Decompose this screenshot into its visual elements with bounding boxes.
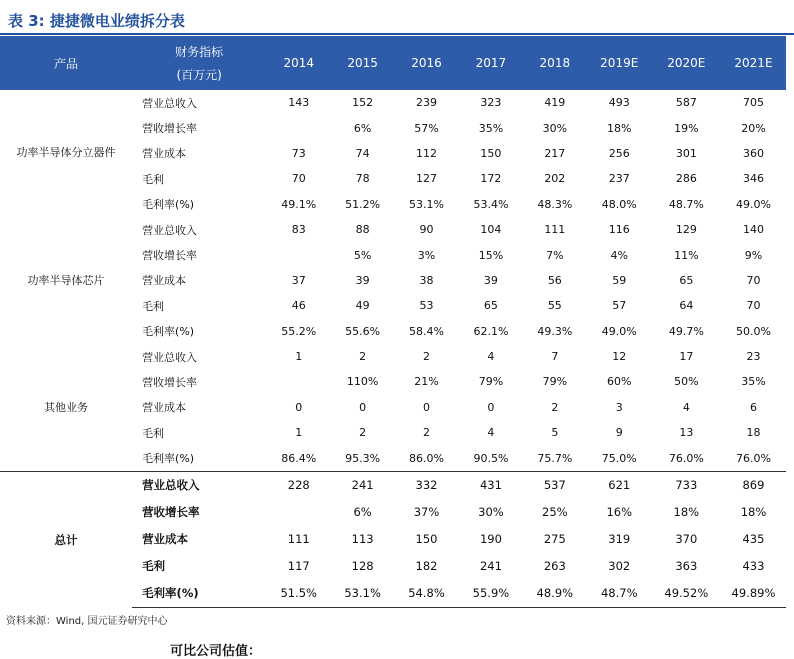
value-cell: 113 (351, 532, 374, 547)
value-cell: 30% (478, 505, 504, 520)
value-cell: 83 (291, 223, 306, 237)
value-cell: 70 (746, 273, 761, 287)
value-cell: 116 (608, 223, 630, 237)
value-cell: 53.1% (409, 197, 444, 211)
value-cell: 19% (674, 121, 699, 135)
header-year: 2019E (587, 36, 652, 90)
value-cell: 25% (542, 505, 568, 520)
header-product: 产品 (0, 36, 132, 90)
value-cell: 65 (483, 299, 498, 313)
value-cell: 4 (487, 350, 495, 364)
value-cell: 323 (480, 96, 502, 110)
value-cell: 537 (523, 471, 587, 499)
value-cell: 90 (419, 223, 434, 237)
value-cell: 49.7% (668, 324, 704, 338)
value-cell: 241 (331, 471, 394, 499)
metric-cell: 毛利率(%) (142, 325, 195, 339)
value-cell: 88 (355, 223, 370, 237)
value-cell: 0 (359, 400, 367, 414)
value-cell: 46 (291, 299, 306, 313)
value-cell: 20% (741, 121, 766, 135)
header-metric (132, 36, 266, 90)
next-section-heading: 可比公司估值： (170, 644, 262, 659)
value-cell: 2 (423, 426, 430, 440)
value-cell: 48.0% (601, 197, 637, 211)
value-cell (266, 242, 331, 267)
value-cell: 152 (352, 96, 374, 110)
metric-cell: 营收增长率 (142, 505, 200, 520)
value-cell: 275 (543, 532, 566, 547)
value-cell: 217 (544, 146, 566, 160)
source-note: 资料来源：Wind, 国元证券研究中心 (6, 616, 168, 627)
value-cell: 12 (612, 350, 627, 364)
value-cell: 241 (479, 559, 502, 574)
value-cell: 7% (546, 248, 564, 262)
value-cell (266, 115, 331, 140)
product-cell: 其他业务 (44, 401, 89, 415)
value-cell: 301 (675, 146, 697, 160)
value-cell: 78 (355, 172, 370, 186)
value-cell: 3% (417, 248, 436, 262)
value-cell: 435 (742, 532, 765, 547)
value-cell: 733 (652, 471, 721, 499)
value-cell: 17 (679, 350, 694, 364)
metric-cell: 营收增长率 (142, 122, 198, 136)
metric-cell: 营收增长率 (142, 249, 198, 263)
value-cell: 4 (487, 426, 495, 440)
value-cell: 13 (679, 426, 694, 440)
value-cell: 65 (679, 273, 694, 287)
metric-cell: 毛利 (142, 559, 166, 574)
metric-cell: 营业总收入 (132, 471, 266, 499)
value-cell: 56 (547, 273, 562, 287)
metric-cell: 营收增长率 (142, 375, 198, 389)
metric-cell: 毛利率(%) (142, 198, 195, 212)
value-cell: 587 (675, 96, 697, 110)
value-cell: 4 (682, 400, 690, 414)
value-cell: 62.1% (473, 324, 509, 338)
value-cell: 49.0% (601, 324, 637, 338)
value-cell: 3 (615, 400, 623, 414)
value-cell: 75.0% (601, 451, 637, 465)
value-cell: 49 (355, 299, 370, 313)
value-cell: 49.1% (281, 197, 317, 211)
value-cell: 48.3% (537, 197, 573, 211)
header-year: 2021E (721, 36, 786, 90)
value-cell: 111 (287, 532, 310, 547)
table-row (0, 217, 786, 242)
value-cell: 2 (359, 426, 367, 440)
value-cell: 0 (423, 400, 430, 414)
value-cell: 182 (415, 559, 438, 574)
header-metric-line1: 财务指标 (175, 45, 224, 59)
value-cell: 302 (608, 559, 631, 574)
value-cell: 360 (742, 146, 764, 160)
value-cell: 370 (675, 532, 698, 547)
value-cell: 112 (416, 146, 437, 160)
value-cell: 2 (423, 350, 430, 364)
product-cell: 功率半导体芯片 (27, 274, 105, 288)
header-metric-line2: (百万元) (176, 68, 222, 82)
value-cell: 5 (551, 426, 559, 440)
value-cell: 70 (746, 299, 761, 313)
value-cell: 705 (742, 96, 764, 110)
value-cell: 57% (414, 121, 439, 135)
value-cell: 18% (607, 121, 632, 135)
value-cell: 86.4% (281, 451, 317, 465)
value-cell: 431 (459, 471, 523, 499)
metric-cell: 营业成本 (142, 274, 187, 288)
metric-cell: 营业总收入 (142, 96, 198, 110)
product-cell: 功率半导体分立器件 (16, 146, 116, 160)
value-cell: 111 (544, 223, 566, 237)
header-year: 2014 (266, 36, 331, 90)
value-cell: 128 (351, 559, 374, 574)
value-cell: 37 (291, 273, 306, 287)
value-cell: 143 (288, 96, 310, 110)
value-cell: 11% (674, 248, 699, 262)
value-cell: 2 (551, 400, 559, 414)
value-cell: 53 (419, 299, 434, 313)
value-cell: 60% (607, 375, 632, 389)
value-cell: 75.7% (537, 451, 573, 465)
value-cell: 37% (413, 505, 440, 520)
table-row (0, 471, 786, 499)
title-divider (0, 33, 794, 35)
value-cell: 76.0% (735, 451, 771, 465)
value-cell: 49.89% (721, 580, 786, 608)
value-cell: 346 (742, 172, 764, 186)
value-cell: 55.9% (459, 580, 523, 608)
value-cell: 55 (547, 299, 562, 313)
value-cell: 18% (673, 505, 700, 520)
value-cell: 0 (295, 400, 303, 414)
table-body (0, 90, 786, 607)
value-cell: 493 (608, 96, 630, 110)
value-cell: 4% (610, 248, 628, 262)
value-cell: 9% (744, 248, 763, 262)
value-cell: 39 (483, 273, 498, 287)
value-cell: 5% (353, 248, 372, 262)
value-cell: 39 (355, 273, 370, 287)
value-cell (266, 499, 331, 526)
value-cell: 50.0% (735, 324, 771, 338)
value-cell: 48.9% (523, 580, 587, 608)
value-cell: 256 (608, 146, 630, 160)
table-title: 表 3: 捷捷微电业绩拆分表 (8, 12, 185, 30)
value-cell: 59 (612, 273, 627, 287)
value-cell: 433 (742, 559, 765, 574)
value-cell: 86.0% (409, 451, 444, 465)
table-row (0, 90, 786, 115)
value-cell: 18% (740, 505, 767, 520)
value-cell: 228 (266, 471, 331, 499)
value-cell: 51.2% (345, 197, 381, 211)
value-cell: 363 (675, 559, 698, 574)
metric-cell: 毛利率(%) (142, 452, 195, 466)
financial-table (0, 36, 786, 608)
value-cell: 6% (353, 121, 372, 135)
value-cell: 621 (587, 471, 652, 499)
value-cell: 76.0% (668, 451, 704, 465)
header-year: 2016 (394, 36, 459, 90)
value-cell: 49.52% (652, 580, 721, 608)
value-cell: 127 (416, 172, 437, 186)
value-cell: 6% (353, 505, 372, 520)
value-cell: 150 (415, 532, 438, 547)
metric-cell: 毛利 (142, 426, 165, 440)
value-cell: 58.4% (409, 324, 444, 338)
value-cell: 73 (291, 146, 306, 160)
table-row (0, 344, 786, 369)
value-cell: 53.4% (473, 197, 509, 211)
value-cell: 48.7% (668, 197, 704, 211)
value-cell: 110% (346, 375, 379, 389)
metric-cell: 毛利 (142, 299, 165, 313)
value-cell: 53.1% (331, 580, 394, 608)
value-cell: 237 (608, 172, 630, 186)
value-cell: 869 (721, 471, 786, 499)
metric-cell: 营业总收入 (142, 223, 198, 237)
value-cell: 70 (291, 172, 306, 186)
header-year: 2020E (652, 36, 721, 90)
value-cell: 38 (419, 273, 434, 287)
value-cell: 150 (480, 146, 502, 160)
value-cell: 95.3% (345, 451, 381, 465)
value-cell: 35% (741, 375, 766, 389)
value-cell: 21% (414, 375, 439, 389)
value-cell: 74 (355, 146, 370, 160)
header-year: 2018 (523, 36, 587, 90)
metric-cell: 营业成本 (142, 532, 189, 547)
header-row (0, 36, 786, 90)
value-cell: 286 (675, 172, 697, 186)
value-cell: 49.0% (735, 197, 771, 211)
value-cell: 55.6% (345, 324, 381, 338)
value-cell: 190 (479, 532, 502, 547)
value-cell: 172 (480, 172, 502, 186)
value-cell: 140 (742, 223, 764, 237)
value-cell: 64 (679, 299, 694, 313)
metric-cell: 毛利率(%) (132, 580, 266, 608)
value-cell: 18 (746, 426, 761, 440)
value-cell: 263 (543, 559, 566, 574)
value-cell: 50% (674, 375, 699, 389)
value-cell: 1 (295, 426, 303, 440)
value-cell: 419 (544, 96, 566, 110)
product-cell: 总计 (0, 471, 132, 607)
value-cell: 104 (480, 223, 502, 237)
metric-cell: 营业成本 (142, 401, 187, 415)
value-cell: 239 (416, 96, 437, 110)
value-cell: 319 (608, 532, 631, 547)
value-cell: 15% (478, 248, 504, 262)
value-cell: 117 (287, 559, 310, 574)
header-year: 2015 (331, 36, 394, 90)
value-cell: 90.5% (473, 451, 509, 465)
value-cell: 55.2% (281, 324, 317, 338)
value-cell: 79% (542, 375, 568, 389)
value-cell: 332 (394, 471, 459, 499)
value-cell: 9 (615, 426, 623, 440)
value-cell: 1 (295, 350, 303, 364)
value-cell: 51.5% (266, 580, 331, 608)
value-cell (266, 369, 331, 394)
value-cell: 49.3% (537, 324, 573, 338)
value-cell: 48.7% (587, 580, 652, 608)
value-cell: 54.8% (394, 580, 459, 608)
header-year: 2017 (459, 36, 523, 90)
value-cell: 129 (675, 223, 697, 237)
value-cell: 30% (542, 121, 568, 135)
value-cell: 23 (746, 350, 761, 364)
value-cell: 0 (487, 400, 495, 414)
value-cell: 6 (749, 400, 757, 414)
value-cell: 16% (606, 505, 633, 520)
value-cell: 57 (612, 299, 627, 313)
value-cell: 35% (478, 121, 504, 135)
value-cell: 2 (359, 350, 367, 364)
metric-cell: 营业成本 (142, 147, 187, 161)
value-cell: 79% (478, 375, 504, 389)
value-cell: 202 (544, 172, 566, 186)
value-cell: 7 (551, 350, 559, 364)
metric-cell: 毛利 (142, 172, 165, 186)
metric-cell: 营业总收入 (142, 350, 198, 364)
